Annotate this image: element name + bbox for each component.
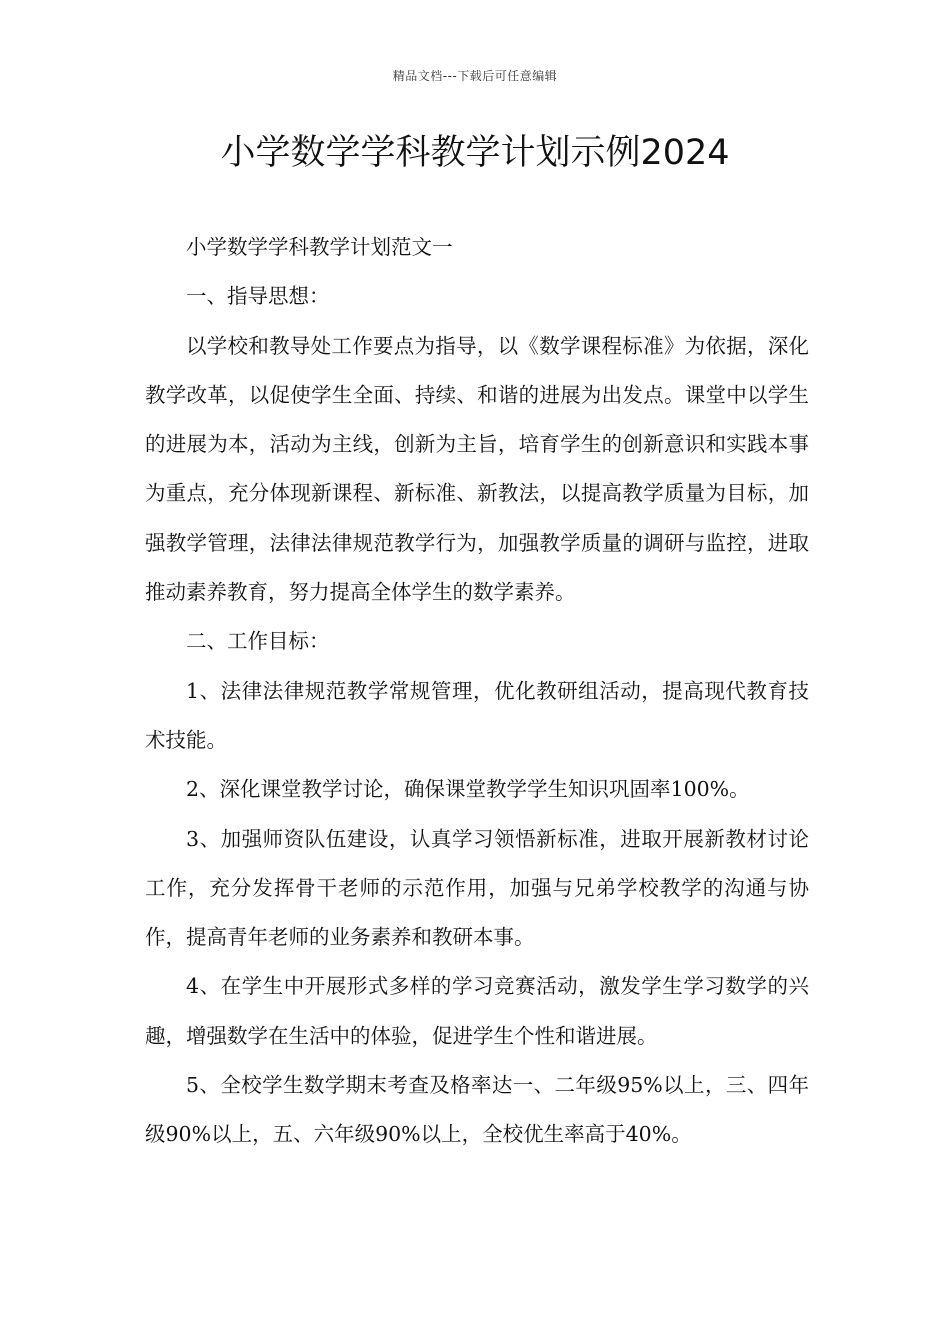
goal-item-2: 2、深化课堂教学讨论，确保课堂教学学生知识巩固率100%。 — [186, 777, 750, 802]
section-heading-guiding-ideology: 一、指导思想： — [186, 284, 330, 309]
section-heading-work-goals: 二、工作目标： — [186, 629, 330, 654]
document-body — [145, 223, 809, 1160]
document-title: 小学数学学科教学计划示例2024 — [220, 133, 730, 173]
goal-item-4: 4、在学生中开展形式多样的学习竞赛活动，激发学生学习数学的兴趣，增强数学在生活中的体验，促进学生个性和谐进展。 — [145, 974, 809, 1048]
goal-item-1: 1、法律法律规范教学常规管理，优化教研组活动，提高现代教育技术技能。 — [145, 678, 809, 752]
goal-item-3: 3、加强师资队伍建设，认真学习领悟新标准，进取开展新教材讨论工作，充分发挥骨干老师的示范作用，加强与兄弟学校教学的沟通与协作，提高青年老师的业务素养和教研本事。 — [145, 826, 809, 950]
goal-item-5: 5、全校学生数学期末考查及格率达一、二年级95%以上，三、四年级90%以上，五、六年级90%以上，全校优生率高于40%。 — [145, 1073, 809, 1147]
section-heading-plan: 小学数学学科教学计划范文一 — [186, 235, 453, 259]
page-header-note: 精品文档---下载后可任意编辑 — [392, 69, 558, 83]
paragraph-guiding-ideology: 以学校和教导处工作要点为指导，以《数学课程标准》为依据，深化教学改革，以促使学生全面、持续、和谐的进展为出发点。课堂中以学生的进展为本，活动为主线，创新为主旨，培育学生的创新意识和实践本事为重点，充分体现新课程、新标准、新教法，以提高教学质量为目标，加强教学管理，法律法律规范教学行为，加强教学质量的调研与监控，进取推动素养教育，努力提高全体学生的数学素养。 — [145, 333, 809, 605]
